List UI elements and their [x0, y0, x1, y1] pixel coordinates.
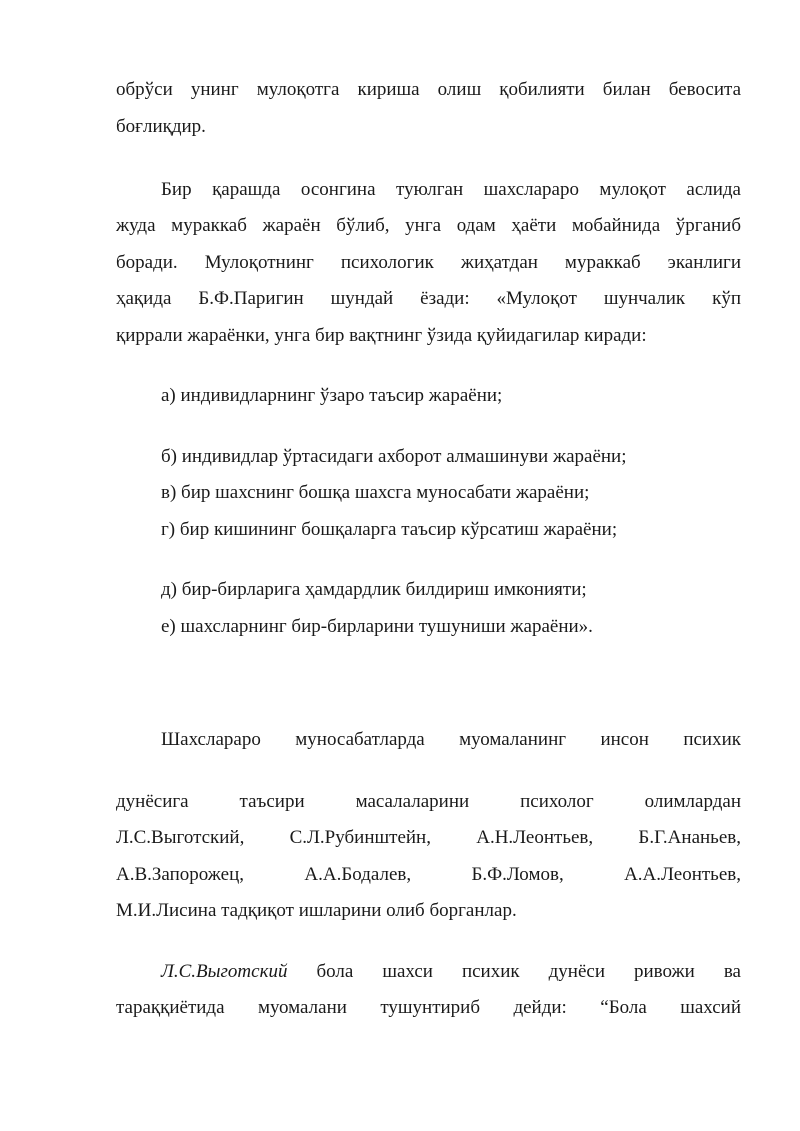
paragraph-1-line-2: боғлиқдир. [116, 116, 206, 137]
list-item-d: д) бир-бирларига ҳамдардлик билдириш имконияти; [161, 579, 587, 600]
paragraph-2-line-1: Бир қарашда осонгина туюлган шахслараро мулоқот аслида [161, 179, 741, 200]
list-item-g: г) бир кишининг бошқаларга таъсир кўрсатиш жараёни; [161, 519, 618, 540]
author-name: Л.С.Выготский [161, 961, 288, 982]
paragraph-3-line-4: А.В.Запорожец, А.А.Бодалев, Б.Ф.Ломов, А.А.Леонтьев, [116, 864, 741, 885]
paragraph-2-line-2: жуда мураккаб жараён бўлиб, унга одам ҳаёти мобайнида ўрганиб [116, 215, 741, 236]
paragraph-2-line-5: қиррали жараёнки, унга бир вақтнинг ўзида қуйидагилар киради: [116, 325, 647, 346]
paragraph-3-line-2: дунёсига таъсири масалаларини психолог олимлардан [116, 791, 741, 812]
list-item-v: в) бир шахснинг бошқа шахсга муносабати жараёни; [161, 482, 590, 503]
list-item-b: б) индивидлар ўртасидаги ахборот алмашинуви жараёни; [161, 446, 627, 467]
list-item-a: а) индивидларнинг ўзаро таъсир жараёни; [161, 385, 503, 406]
paragraph-4-line-1-text: бола шахси психик дунёси ривожи ва [316, 961, 741, 982]
list-item-e: е) шахсларнинг бир-бирларини тушуниши жараёни». [161, 616, 593, 637]
paragraph-3-line-1: Шахслараро муносабатларда муомаланинг инсон психик [161, 729, 741, 750]
paragraph-2-line-3: боради. Мулоқотнинг психологик жиҳатдан мураккаб эканлиги [116, 252, 741, 273]
paragraph-4-line-2: тараққиётида муомалани тушунтириб дейди: “Бола шахсий [116, 997, 741, 1018]
paragraph-4-line-1 [161, 960, 741, 984]
paragraph-1-line-1: обрўси унинг мулоқотга кириша олиш қобилияти билан бевосита [116, 79, 741, 100]
paragraph-3-line-5: М.И.Лисина тадқиқот ишларини олиб борганлар. [116, 900, 517, 921]
paragraph-2-line-4: ҳақида Б.Ф.Паригин шундай ёзади: «Мулоқот шунчалик кўп [116, 288, 741, 309]
paragraph-3-line-3: Л.С.Выготский, С.Л.Рубинштейн, А.Н.Леонтьев, Б.Г.Ананьев, [116, 827, 741, 848]
